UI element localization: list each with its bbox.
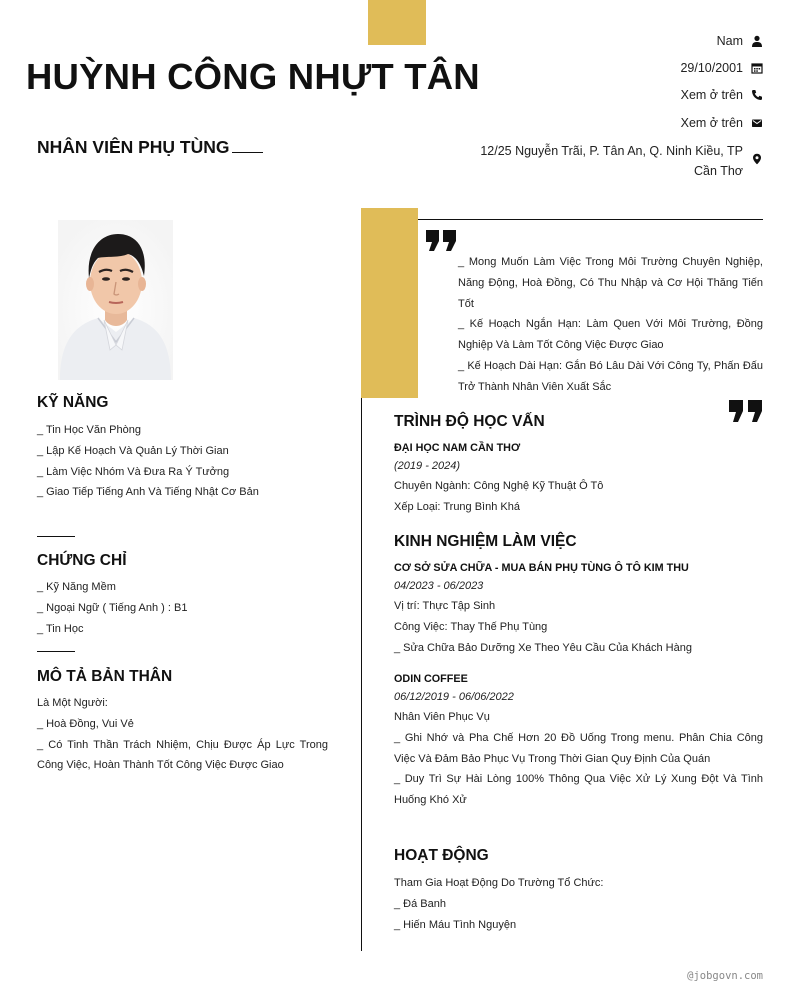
certificates-list (37, 577, 328, 639)
skill-item: _ Lập Kế Hoạch Và Quản Lý Thời Gian (37, 444, 229, 457)
activity-item: _ Đá Banh (394, 897, 446, 910)
job-detail: Vị trí: Thực Tập Sinh (394, 600, 496, 612)
objective-item: _ Kế Hoạch Dài Hạn: Gắn Bó Lâu Dài Với Công Ty, Phấn Đấu Trở Thành Nhân Viên Xuất Sắc (458, 359, 763, 393)
calendar-icon (751, 62, 763, 74)
job-detail: Nhân Viên Phục Vụ (394, 711, 490, 723)
certificates-title: CHỨNG CHỈ (37, 552, 127, 569)
phone-value: Xem ở trên (680, 88, 743, 102)
activity-item: _ Hiến Máu Tình Nguyện (394, 918, 517, 931)
about-title: MÔ TẢ BẢN THÂN (37, 668, 173, 685)
contact-phone (681, 88, 763, 102)
certificate-item: _ Tin Học (37, 622, 84, 635)
objective-top-rule (418, 219, 763, 220)
top-accent-bar (368, 0, 426, 45)
skill-item: _ Giao Tiếp Tiếng Anh Và Tiếng Nhật Cơ Bản (37, 486, 259, 499)
job-title (37, 137, 263, 158)
job-title-text: NHÂN VIÊN PHỤ TÙNG (37, 137, 230, 157)
school-name: ĐẠI HỌC NAM CẦN THƠ (394, 442, 521, 454)
education-title: TRÌNH ĐỘ HỌC VẤN (394, 413, 545, 430)
certificate-item: _ Ngoại Ngữ ( Tiếng Anh ) : B1 (37, 601, 188, 614)
about-item: _ Hoà Đồng, Vui Vẻ (37, 717, 134, 730)
activities-list (394, 873, 763, 935)
about-item: Là Một Người: (37, 697, 108, 709)
career-objective (458, 252, 763, 398)
experience-entry (394, 671, 763, 811)
location-pin-icon (751, 153, 763, 165)
education-period: (2019 - 2024) (394, 460, 461, 472)
gender-value: Nam (716, 34, 743, 48)
about-item: _ Có Tinh Thần Trách Nhiệm, Chịu Được Áp Lực Trong Công Việc, Hoàn Thành Tốt Công Việc Được Giao (37, 738, 328, 772)
address-value: 12/25 Nguyễn Trãi, P. Tân An, Q. Ninh Kiều, TP Cần Thơ (480, 144, 743, 178)
job-detail: Công Việc: Thay Thế Phụ Tùng (394, 620, 548, 633)
job-period: 04/2023 - 06/2023 (394, 580, 484, 592)
objective-accent-block (361, 208, 418, 398)
job-title-underline (232, 152, 263, 153)
experience-entry (394, 560, 763, 658)
activities-title: HOẠT ĐỘNG (394, 847, 489, 864)
candidate-name: HUỲNH CÔNG NHỰT TÂN (26, 56, 480, 97)
contact-gender (717, 34, 763, 48)
job-detail: _ Ghi Nhớ và Pha Chế Hơn 20 Đồ Uống Trong menu. Phân Chia Công Việc Và Đảm Bảo Phục Vụ Trong Thời Gian Quy Định Của Quán (394, 731, 763, 765)
about-list (37, 693, 328, 776)
skill-item: _ Tin Học Văn Phòng (37, 424, 141, 436)
skills-list (37, 420, 328, 503)
objective-item: _ Mong Muốn Làm Việc Trong Môi Trường Chuyên Nghiệp, Năng Động, Hoà Đồng, Có Thu Nhập và Cơ Hội Thăng Tiến Tốt (458, 256, 763, 310)
contact-address (473, 141, 763, 181)
activity-item: Tham Gia Hoạt Động Do Trường Tổ Chức: (394, 877, 604, 889)
job-detail: _ Duy Trì Sự Hài Lòng 100% Thông Qua Việc Xử Lý Xung Đột Và Tình Huống Khó Xử (394, 773, 763, 807)
email-icon (751, 117, 763, 129)
column-divider (361, 398, 362, 951)
watermark-text: @jobgovn.com (687, 970, 763, 982)
company-name: CƠ SỞ SỬA CHỮA - MUA BÁN PHỤ TÙNG Ô TÔ KIM THU (394, 562, 689, 574)
section-divider (37, 536, 75, 537)
phone-icon (751, 89, 763, 101)
skills-title: KỸ NĂNG (37, 394, 109, 411)
contact-birthday (680, 61, 763, 75)
job-period: 06/12/2019 - 06/06/2022 (394, 691, 514, 703)
job-detail: _ Sửa Chữa Bảo Dưỡng Xe Theo Yêu Cầu Của Khách Hàng (394, 641, 692, 654)
experience-title: KINH NGHIỆM LÀM VIỆC (394, 533, 577, 550)
company-name: ODIN COFFEE (394, 673, 468, 685)
objective-item: _ Kế Hoạch Ngắn Hạn: Làm Quen Với Môi Trường, Đồng Nghiệp Và Làm Tốt Công Việc Được Giao (458, 318, 763, 352)
education-major: Chuyên Ngành: Công Nghệ Kỹ Thuật Ô Tô (394, 480, 604, 492)
section-divider (37, 651, 75, 652)
birthday-value: 29/10/2001 (680, 61, 743, 75)
certificate-item: _ Kỹ Năng Mềm (37, 581, 116, 593)
open-quote-icon (426, 230, 457, 256)
education-entry (394, 440, 763, 518)
email-value: Xem ở trên (680, 116, 743, 130)
skill-item: _ Làm Việc Nhóm Và Đưa Ra Ý Tưởng (37, 465, 230, 478)
contact-email (681, 116, 763, 130)
person-icon (751, 35, 763, 47)
profile-photo (58, 220, 173, 380)
education-grade: Xếp Loại: Trung Bình Khá (394, 500, 520, 513)
